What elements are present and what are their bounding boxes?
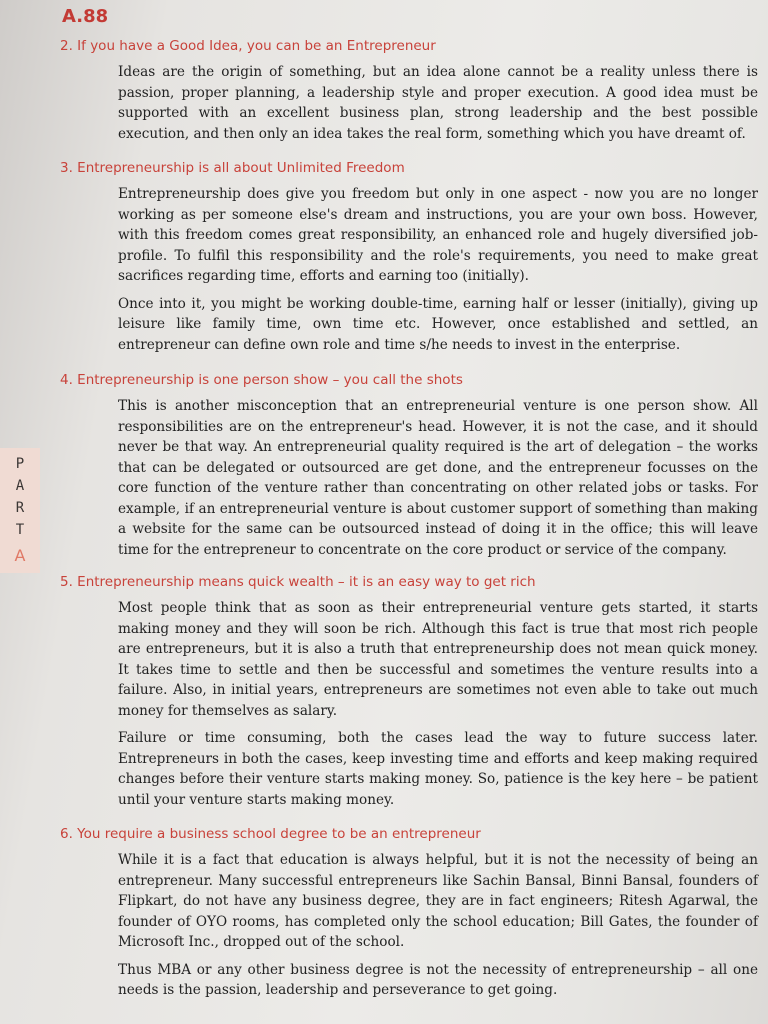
section-paragraph: Most people think that as soon as their entrepreneurial venture gets started, it starts making money and they will soon be rich. Although this fact is true that most rich people are entrepreneurs, but it is also a truth that entrepreneurship does not mean quick money. It takes time to settle and then be successful and sometimes the venture results into a failure. Also, in initial years, entrepreneurs are sometimes not even able to take out much money for themselves as salary. [118,600,758,719]
section-paragraph: Once into it, you might be working double-time, earning half or lesser (initially), giving up leisure like family time, own time etc. However, once established and settled, an entrepreneur can define own role and time s/he needs to invest in the enterprise. [118,295,758,353]
section-heading: 3. Entrepreneurship is all about Unlimited Freedom [60,160,405,176]
section-paragraph: While it is a fact that education is always helpful, but it is not the necessity of being an entrepreneur. Many successful entrepreneurs like Sachin Bansal, Binni Bansal, founders of Flipkart, do not have any business degree, they are in fact engineers; Ritesh Agarwal, the founder of OYO rooms, has completed only the school education; Bill Gates, the founder of Microsoft Inc., dropped out of the school. [118,852,758,950]
section-business-degree [60,826,760,1008]
side-tab [0,448,40,573]
section-heading: 5. Entrepreneurship means quick wealth – it is an easy way to get rich [60,574,536,590]
section-heading: 6. You require a business school degree to be an entrepreneur [60,826,481,842]
section-one-person-show [60,372,760,567]
side-tab-letter-r: R [15,500,25,516]
section-heading: 4. Entrepreneurship is one person show – you call the shots [60,372,463,388]
section-unlimited-freedom [60,160,760,362]
section-good-idea [60,38,760,151]
section-quick-wealth [60,574,760,817]
section-paragraph: Ideas are the origin of something, but an idea alone cannot be a reality unless there is passion, proper planning, a leadership style and proper execution. A good idea must be supported with an excellent business plan, strong leadership and the best possible execution, and then only an idea takes the real form, something which you have dreamt of. [118,64,758,142]
section-heading: 2. If you have a Good Idea, you can be an Entrepreneur [60,38,436,54]
side-tab-letter-a: A [15,478,25,494]
side-tab-letter-p: P [15,456,25,472]
side-tab-part-label: A [14,546,26,565]
section-paragraph: Entrepreneurship does give you freedom but only in one aspect - now you are no longer working as per someone else's dream and instructions, you are your own boss. However, with this freedom comes great responsibility, an enhanced role and hugely diversified job-profile. To fulfil this responsibility and the role's requirements, you need to make great sacrifices regarding time, efforts and earning too (initially). [118,186,758,284]
page-number: A.88 [62,6,109,27]
section-paragraph: Failure or time consuming, both the cases lead the way to future success later. Entrepreneurs in both the cases, keep investing time and efforts and keep making required changes before their venture starts making money. So, patience is the key here – be patient until your venture starts making money. [118,730,758,808]
section-paragraph: This is another misconception that an entrepreneurial venture is one person show. All responsibilities are on the entrepreneur's head. However, it is not the case, and it should never be that way. An entrepreneurial quality required is the art of delegation – the works that can be delegated or outsourced are get done, and the entrepreneur focusses on the core function of the venture rather than concentrating on other related jobs or tasks. For example, if an entrepreneurial venture is about customer support of something than making a website for the same can be outsourced instead of doing it in the office; this will leave time for the entrepreneur to concentrate on the core product or service of the company. [118,398,758,558]
section-paragraph: Thus MBA or any other business degree is not the necessity of entrepreneurship – all one needs is the passion, leadership and perseverance to get going. [118,961,758,998]
side-tab-letter-t: T [15,522,25,538]
